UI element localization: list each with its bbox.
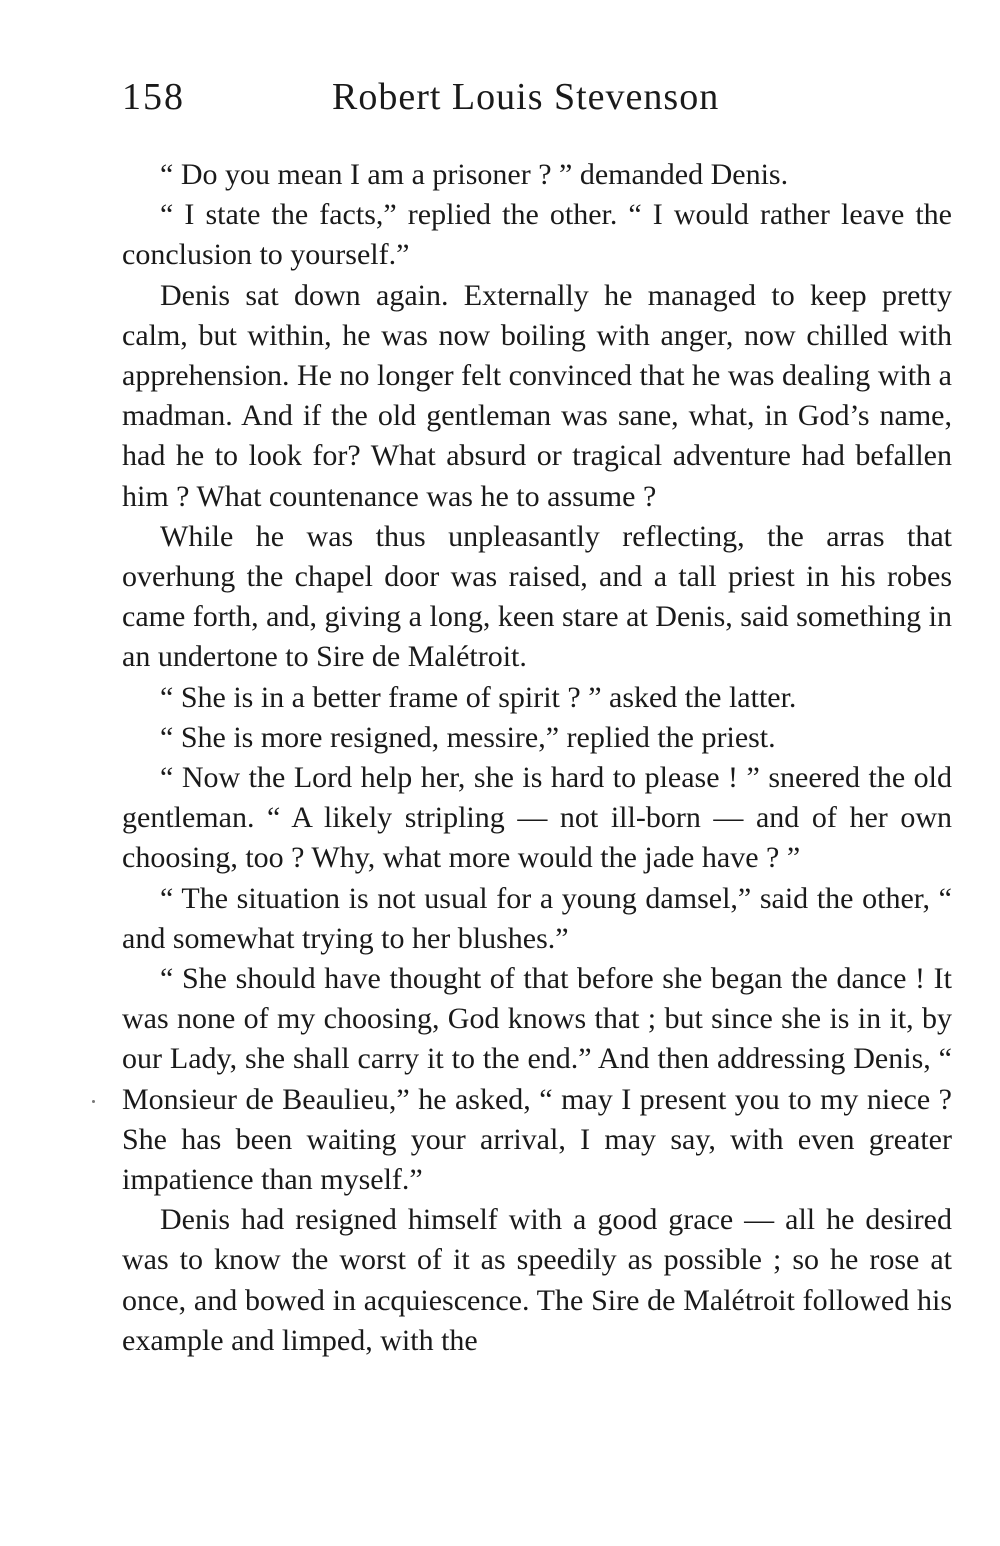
paragraph: “ She is in a better frame of spirit ? ” asked the latter. xyxy=(160,680,797,714)
paragraph: “ She is more resigned, messire,” replied the priest. xyxy=(160,720,776,754)
paragraph: “ She should have thought of that before she began the dance ! It was none of my choosing, God knows that ; but since she is in it, by our Lady, she shall carry it to the end.” And then addressing Denis, “ Monsieur de Beaulieu,” he asked, “ may I present you to my niece ? She has been waiting your arrival, I may say, with even greater impatience than myself.” xyxy=(122,962,952,1197)
margin-mark xyxy=(92,1100,95,1103)
body-text xyxy=(122,155,952,1361)
page-number: 158 xyxy=(122,76,185,118)
paragraph: “ The situation is not usual for a young damsel,” said the other, “ and somewhat trying to her blushes.” xyxy=(122,881,952,955)
running-head: Robert Louis Stevenson xyxy=(332,76,720,118)
paragraph: Denis sat down again. Externally he managed to keep pretty calm, but within, he was now boiling with anger, now chilled with apprehension. He no longer felt convinced that he was dealing with a madman. And if the old gentleman was sane, what, in God’s name, had he to look for? What absurd or tragical adventure had befallen him ? What countenance was he to assume ? xyxy=(122,278,952,513)
paragraph: While he was thus unpleasantly reflecting, the arras that overhung the chapel door was raised, and a tall priest in his robes came forth, and, giving a long, keen stare at Denis, said something in an undertone to Sire de Malétroit. xyxy=(122,519,952,674)
paragraph: Denis had resigned himself with a good grace — all he desired was to know the worst of it as speedily as possible ; so he rose at once, and bowed in acquiescence. The Sire de Malétroit followed his example and limped, with the xyxy=(122,1203,952,1357)
paragraph: “ Do you mean I am a prisoner ? ” demanded Denis. xyxy=(160,158,789,191)
paragraph: “ I state the facts,” replied the other. “ I would rather leave the conclusion to yourself.” xyxy=(122,198,952,272)
paragraph: “ Now the Lord help her, she is hard to please ! ” sneered the old gentleman. “ A likely stripling — not ill-born — and of her own choosing, too ? Why, what more would the jade have ? ” xyxy=(122,761,952,875)
page-header xyxy=(122,72,952,132)
